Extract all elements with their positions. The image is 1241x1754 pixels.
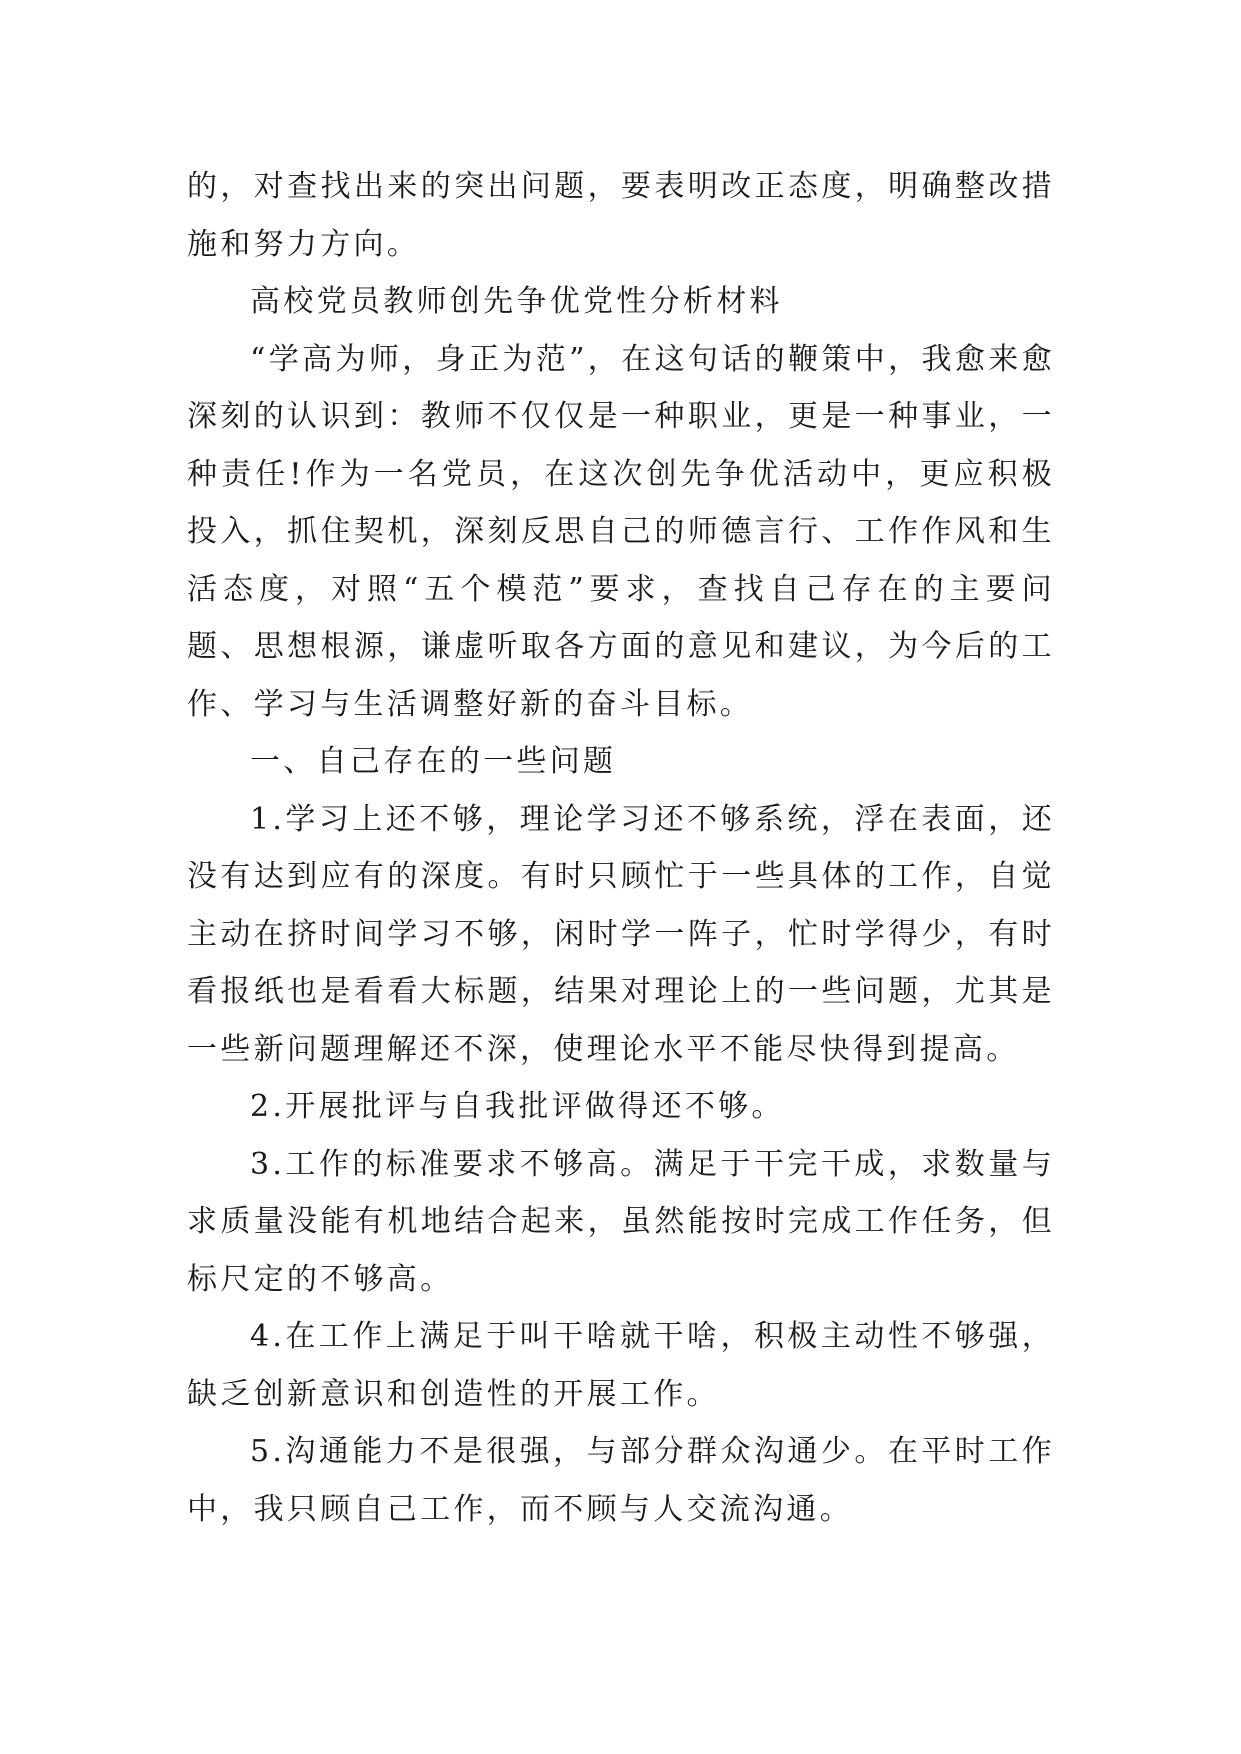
list-item-3: 3.工作的标准要求不够高。满足于干完干成，求数量与求质量没能有机地结合起来，虽然能按时完成工作任务，但标尺定的不够高。 (187, 1146, 1055, 1297)
section-title: 高校党员教师创先争优党性分析材料 (250, 284, 783, 319)
list-item-5: 5.沟通能力不是很强，与部分群众沟通少。在平时工作中，我只顾自己工作，而不顾与人交流沟通。 (187, 1434, 1055, 1527)
paragraph-continuation: 的，对查找出来的突出问题，要表明改正态度，明确整改措施和努力方向。 (187, 169, 1055, 262)
paragraph-intro: “学高为师，身正为范”，在这句话的鞭策中，我愈来愈深刻的认识到：教师不仅仅是一种职业，更是一种事业，一种责任!作为一名党员，在这次创先争优活动中，更应积极投入，抓住契机，深刻反思自己的师德言行、工作作风和生活态度，对照“五个模范”要求，查找自己存在的主要问题、思想根源，谦虚听取各方面的意见和建议，为今后的工作、学习与生活调整好新的奋斗目标。 (187, 341, 1055, 722)
list-item-1: 1.学习上还不够，理论学习还不够系统，浮在表面，还没有达到应有的深度。有时只顾忙于一些具体的工作，自觉主动在挤时间学习不够，闲时学一阵子，忙时学得少，有时看报纸也是看看大标题，结果对理论上的一些问题，尤其是一些新问题理解还不深，使理论水平不能尽快得到提高。 (187, 801, 1055, 1067)
document-body (187, 158, 1055, 1538)
list-item-4: 4.在工作上满足于叫干啥就干啥，积极主动性不够强，缺乏创新意识和创造性的开展工作。 (187, 1319, 1055, 1412)
section-heading-problems: 一、自己存在的一些问题 (250, 744, 617, 779)
list-item-2: 2.开展批评与自我批评做得还不够。 (250, 1089, 785, 1124)
